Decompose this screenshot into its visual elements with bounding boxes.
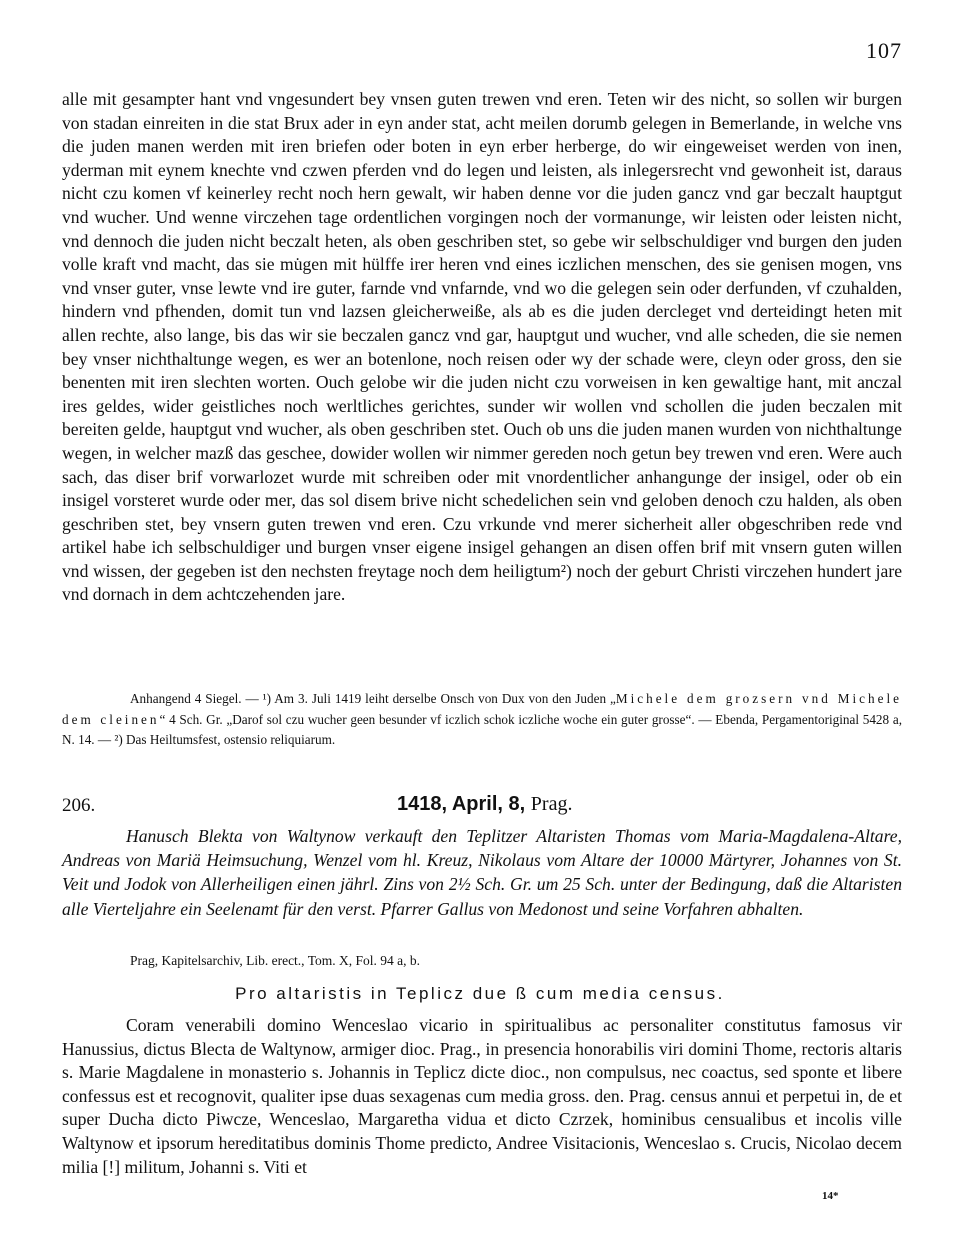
signature-mark: 14*: [822, 1190, 839, 1202]
document-date: [397, 793, 572, 816]
document-date-value: 1418, April, 8,: [397, 793, 526, 815]
main-text-block: [62, 88, 902, 607]
latin-text-block: [62, 1014, 902, 1179]
footnote-part-1: Anhangend 4 Siegel. — ¹) Am 3. Juli 1419 leiht derselbe Onsch von Dux von den Juden „: [130, 691, 616, 706]
document-number: 206.: [62, 795, 96, 816]
document-source: Prag, Kapitelsarchiv, Lib. erect., Tom. X, Fol. 94 a, b.: [130, 953, 420, 968]
document-place: Prag.: [530, 793, 573, 815]
document-title: Pro altaristis in Teplicz due ß cum media census.: [235, 984, 725, 1003]
page-number: 107: [866, 38, 902, 63]
document-regest: Hanusch Blekta von Waltynow verkauft den Teplitzer Altaristen Thomas vom Maria-Magdalena-Altare, Andreas von Mariä Heimsuchung, Wenzel vom hl. Kreuz, Nikolaus vom Altare der 10000 Märtyrer, Johannes von St. Veit und Jodok von Allerheiligen einen jährl. Zins von 2½ Sch. Gr. um 25 Sch. unter der Bedingung, daß die Altaristen alle Vierteljahre ein Seelenamt für den verst. Pfarrer Gallus von Medonost und seine Vorfahren abhalten.: [62, 826, 902, 919]
footnote-part-2: “ 4 Sch. Gr. „Darof sol czu wucher geen besunder vf iczlich schok iczliche woche ein guter grosse“. — Ebenda, Pergamentoriginal 5428 a, N. 14. — ²) Das Heiltumsfest, ostensio reliquiarum.: [62, 711, 902, 747]
main-paragraph: alle mit gesampter hant vnd vngesundert bey vnsen guten trewen vnd eren. Teten wir des nicht, so sollen wir burgen von stadan einreiten in die stat Brux ader in eyn ander stat, acht meilen dorumb gelegen in Bemerlande, in welche vns die juden manen werden mit iren briefen oder boten in eyn erber herberge, do wir eingeweiset werden von inen, yderman mit eynem knechte vnd czwen pferden vnd do legen und leisten, als inlegersrecht vnd gewonheit ist, daraus nicht czu komen vf keinerley recht noch hern gewalt, wir haben denne vor die juden gancz vnd gar beczalt hauptgut vnd wucher. Und wenne virczehen tage ordentlichen vorgingen noch der vormanunge, wir leisten oder leisten nicht, vnd dennoch die juden nicht beczalt heten, als oben geschriben stet, so gebe wir selbschuldiger vnd burgen den juden volle kraft vnd macht, das sie mu̇gen mit hülffe irer heren vnd eines iczlichen menschen, des sie genisen mogen, vns vnd vnser guter, vnse lewte vnd ire guter, farnde vnd vnfarnde, vnd wo die gelegen sein oder derfunden, vf czuhalden, hindern vnd pfhenden, domit tun vnd lazsen gleicherweiße, als ab es die juden dercleget vnd derteidingt heten mit allen rechte, also lange, bis das wir sie beczalen gancz vnd gar, hauptgut und wucher, vnd alle scheden, die sie nemen bey vnser nichthaltunge wegen, es wer an botenlone, noch reisen oder wy der schade were, cleyn oder gross, den sie benenten mit iren slechten worten. Ouch gelobe wir die juden nicht czu vorweisen in ken gewaltige hant, mit anczal ires geldes, wider geistliches noch werltliches gerichtes, sunder wir wollen vnd schollen die juden beczalen mit bereiten gelde, hauptgut vnd wucher, als oben geschriben stet. Ouch ob uns die juden manen wurden von nichthaltunge wegen, in welcher mazß das geschee, dowider wollen wir nimmer gereden noch getun bey trewen vnd eren. Were auch sach, das diser brif vorwarlozet wurde mit schreiben oder mit vnordentlicher anhangunge der insigel, oder ob ein insigel vorsteret wurde oder mer, das sol disem brive nicht schedelichen sein vnd geloben denoch czu halden, als oben geschriben stet, bey vnsern guten trewen vnd eren. Czu vrkunde vnd merer sicherheit aller obgeschriben rede vnd artikel habe ich selbschuldiger und burgen vnser eigene insigel gehangen an disen offen brif mit vnsern guten willen vnd wissen, der gegeben ist den nechsten freytage noch dem heiligtum²) noch der geburt Christi virczehen hundert jare vnd dornach in dem achtczehenden jare.: [62, 89, 902, 605]
footnote-spaced-names: Michele dem grozsern vnd Michele dem cleinen: [62, 691, 902, 727]
latin-paragraph: Coram venerabili domino Wenceslao vicario in spiritualibus ac personaliter constitutus famosus vir Hanussius, dictus Blecta de Waltynow, armiger dioc. Prag., in presencia honorabilis viri domini Thome, rectoris altaris s. Marie Magdalene in monasterio s. Johannis in Teplicz dicte dioc., non compulsus, nec coactus, sed sponte et libere confessus est et recognovit, qualiter ipse duas sexagenas cum media gross. den. Prag. census annui et perpetui in, de et super Ducha dicto Piwcze, Wenceslao, Margaretha vidua et dicto Czrzek, hominibus censualibus et incolis ville Waltynow et ipsorum hereditatibus dominis Thome predicto, Andree Visitacionis, Wenceslao s. Crucis, Nicolao decem milia [!] militum, Johanni s. Viti et: [62, 1015, 902, 1177]
document-header: [62, 793, 902, 823]
footnote-text: [62, 689, 902, 751]
footnote-block: [62, 689, 902, 751]
